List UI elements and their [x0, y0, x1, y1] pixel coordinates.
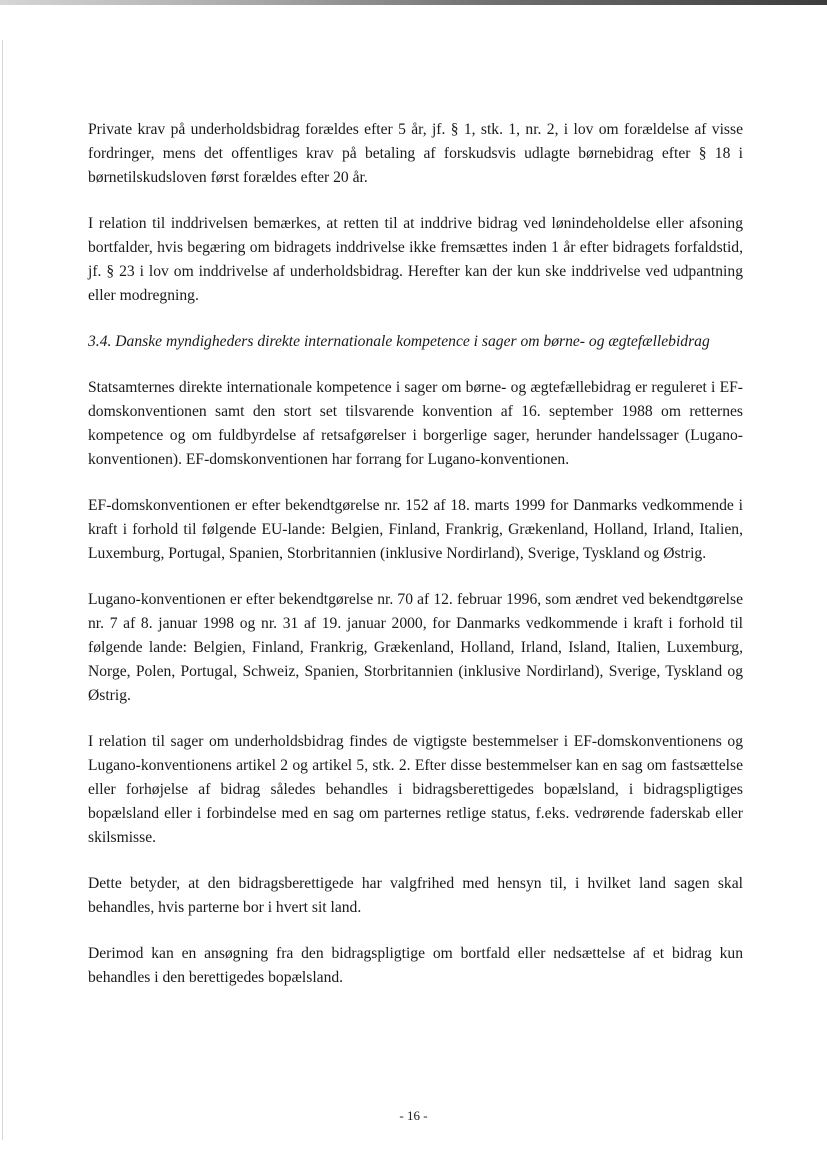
paragraph-lugano-convention: Lugano-konventionen er efter bekendtgørelse nr. 70 af 12. februar 1996, som ændret ved bekendtgørelse nr. 7 af 8. januar 1998 og nr. 31 af 19. januar 2000, for Danmarks vedkommende i kraft i forhold til følgende lande: Belgien, Finland, Frankrig, Grækenland, Holland, Irland, Island, Italien, Luxemburg, Norge, Polen, Portugal, Schweiz, Spanien, Storbritannien (inklusive Nordirland), Sverige, Tyskland og Østrig.: [88, 591, 743, 704]
section-heading: 3.4. Danske myndigheders direkte internationale kompetence i sager om børne- og ægtefællebidrag: [88, 333, 710, 350]
paragraph-limitation-periods: Private krav på underholdsbidrag forældes efter 5 år, jf. § 1, stk. 1, nr. 2, i lov om forældelse af visse fordringer, mens det offentliges krav på betaling af forskudsvis udlagte børnebidrag efter § 18 i børnetilskudsloven først forældes efter 20 år.: [88, 121, 743, 186]
paragraph-reduction-application: Derimod kan en ansøgning fra den bidragspligtige om bortfald eller nedsættelse af et bidrag kun behandles i den berettigedes bopælsland.: [88, 945, 743, 986]
paragraph-key-provisions: I relation til sager om underholdsbidrag findes de vigtigste bestemmelser i EF-domskonventionens og Lugano-konventionens artikel 2 og artikel 5, stk. 2. Efter disse bestemmelser kan en sag om fastsættelse eller forhøjelse af bidrag således behandles i bidragsberettigedes bopælsland, i bidragspligtiges bopælsland eller i forbindelse med en sag om parternes retlige status, f.eks. vedrørende faderskab eller skilsmisse.: [88, 733, 743, 846]
paragraph-competence: Statsamternes direkte internationale kompetence i sager om børne- og ægtefællebidrag er reguleret i EF-domskonventionen samt den stort set tilsvarende konvention af 16. september 1988 om retternes kompetence og om fuldbyrdelse af retsafgørelser i borgerlige sager, herunder handelssager (Lugano-konventionen). EF-domskonventionen har forrang for Lugano-konventionen.: [88, 379, 743, 468]
scan-edge-left: [2, 40, 3, 1140]
paragraph-ef-convention: EF-domskonventionen er efter bekendtgørelse nr. 152 af 18. marts 1999 for Danmarks vedkommende i kraft i forhold til følgende EU-lande: Belgien, Finland, Frankrig, Grækenland, Holland, Irland, Italien, Luxemburg, Portugal, Spanien, Storbritannien (inklusive Nordirland), Sverige, Tyskland og Østrig.: [88, 497, 743, 562]
scan-edge-top: [0, 0, 827, 5]
document-body: [88, 118, 743, 1012]
paragraph-collection: I relation til inddrivelsen bemærkes, at retten til at inddrive bidrag ved lønindeholdelse eller afsoning bortfalder, hvis begæring om bidragets inddrivelse ikke fremsættes inden 1 år efter bidragets forfaldstid, jf. § 23 i lov om inddrivelse af underholdsbidrag. Herefter kan der kun ske inddrivelse ved udpantning eller modregning.: [88, 215, 743, 304]
paragraph-freedom-of-choice: Dette betyder, at den bidragsberettigede har valgfrihed med hensyn til, i hvilket land sagen skal behandles, hvis parterne bor i hvert sit land.: [88, 875, 743, 916]
page-number: - 16 -: [399, 1108, 428, 1123]
